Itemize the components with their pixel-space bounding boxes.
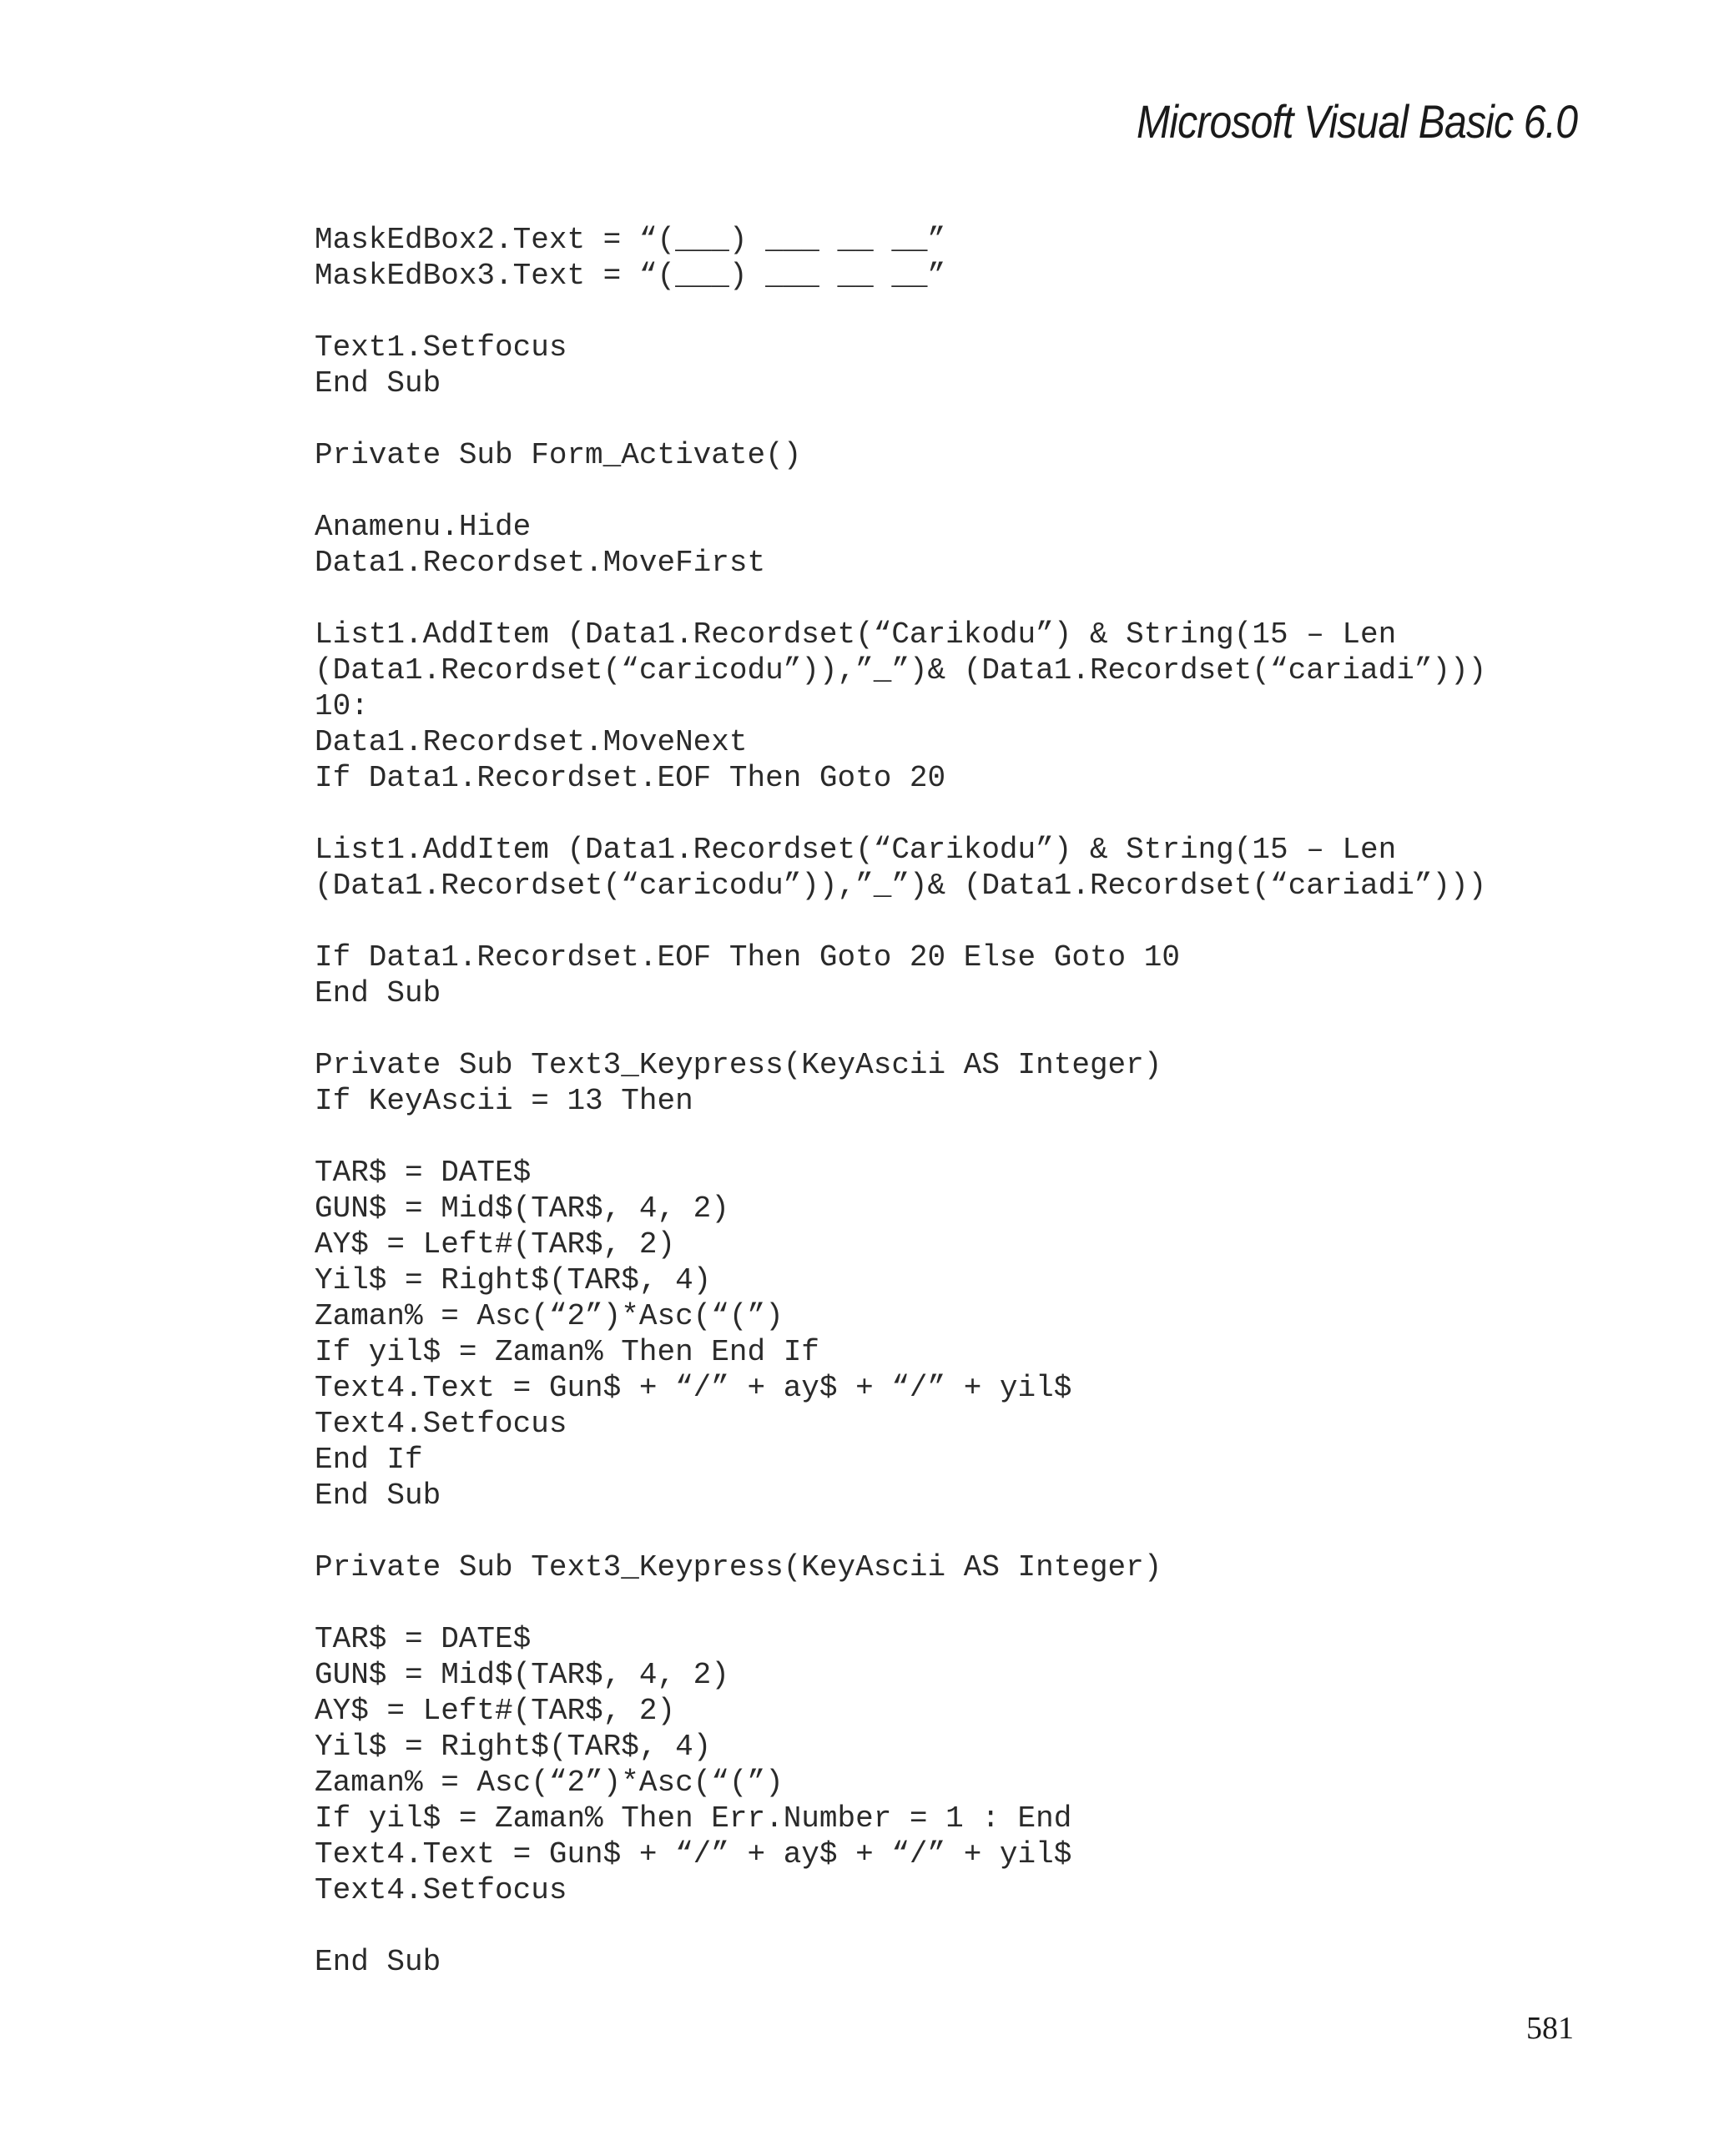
code-line: Private Sub Text3_Keypress(KeyAscii AS Integer)	[315, 1048, 1162, 1082]
code-line: Private Sub Form_Activate()	[315, 438, 802, 472]
code-blank-line	[315, 1514, 1486, 1549]
code-line: Text1.Setfocus	[315, 330, 567, 365]
code-line: Yil$ = Right$(TAR$, 4)	[315, 1263, 712, 1297]
running-header-title: Microsoft Visual Basic 6.0	[1136, 95, 1577, 148]
code-blank-line	[315, 294, 1486, 330]
code-line: List1.AddItem (Data1.Recordset(“Carikodu”) & String(15 – Len	[315, 617, 1397, 652]
code-line: Text4.Text = Gun$ + “/” + ay$ + “/” + yil$	[315, 1837, 1072, 1871]
code-blank-line	[315, 1585, 1486, 1621]
code-line: AY$ = Left#(TAR$, 2)	[315, 1694, 676, 1728]
code-blank-line	[315, 904, 1486, 939]
code-line: GUN$ = Mid$(TAR$, 4, 2)	[315, 1191, 729, 1226]
code-line: List1.AddItem (Data1.Recordset(“Carikodu”) & String(15 – Len	[315, 833, 1397, 867]
code-line: AY$ = Left#(TAR$, 2)	[315, 1227, 676, 1262]
code-listing	[315, 222, 1486, 1980]
code-blank-line	[315, 1011, 1486, 1047]
code-line: End Sub	[315, 976, 441, 1010]
code-line: End Sub	[315, 1945, 441, 1979]
code-line: Data1.Recordset.MoveNext	[315, 725, 748, 759]
code-blank-line	[315, 1119, 1486, 1155]
code-line: If yil$ = Zaman% Then Err.Number = 1 : End	[315, 1801, 1072, 1836]
code-line: End Sub	[315, 1478, 441, 1513]
code-line: Zaman% = Asc(“2”)*Asc(“(”)	[315, 1766, 784, 1800]
code-line: End If	[315, 1443, 423, 1477]
code-line: Private Sub Text3_Keypress(KeyAscii AS Integer)	[315, 1550, 1162, 1584]
code-line: If yil$ = Zaman% Then End If	[315, 1335, 819, 1369]
code-line: (Data1.Recordset(“caricodu”)),”_”)& (Data1.Recordset(“cariadi”)))	[315, 869, 1487, 903]
code-line: If KeyAscii = 13 Then	[315, 1084, 693, 1118]
code-blank-line	[315, 796, 1486, 832]
code-line: TAR$ = DATE$	[315, 1622, 532, 1656]
code-line: (Data1.Recordset(“caricodu”)),”_”)& (Data1.Recordset(“cariadi”)))	[315, 653, 1487, 688]
code-line: Text4.Text = Gun$ + “/” + ay$ + “/” + yil$	[315, 1371, 1072, 1405]
code-line: Text4.Setfocus	[315, 1407, 567, 1441]
code-line: MaskEdBox3.Text = “(___) ___ __ __”	[315, 259, 946, 293]
code-blank-line	[315, 473, 1486, 509]
code-line: Zaman% = Asc(“2”)*Asc(“(”)	[315, 1299, 784, 1333]
code-line: If Data1.Recordset.EOF Then Goto 20 Else Goto 10	[315, 940, 1180, 975]
code-line: 10:	[315, 689, 369, 723]
code-line: End Sub	[315, 366, 441, 400]
code-line: GUN$ = Mid$(TAR$, 4, 2)	[315, 1658, 729, 1692]
code-line: Text4.Setfocus	[315, 1873, 567, 1907]
code-line: TAR$ = DATE$	[315, 1156, 532, 1190]
code-line: Anamenu.Hide	[315, 510, 532, 544]
code-blank-line	[315, 1908, 1486, 1944]
code-blank-line	[315, 401, 1486, 437]
code-blank-line	[315, 581, 1486, 617]
code-line: Yil$ = Right$(TAR$, 4)	[315, 1730, 712, 1764]
code-line: MaskEdBox2.Text = “(___) ___ __ __”	[315, 223, 946, 257]
code-line: Data1.Recordset.MoveFirst	[315, 546, 766, 580]
code-line: If Data1.Recordset.EOF Then Goto 20	[315, 761, 946, 795]
page-number: 581	[1526, 2011, 1574, 2046]
